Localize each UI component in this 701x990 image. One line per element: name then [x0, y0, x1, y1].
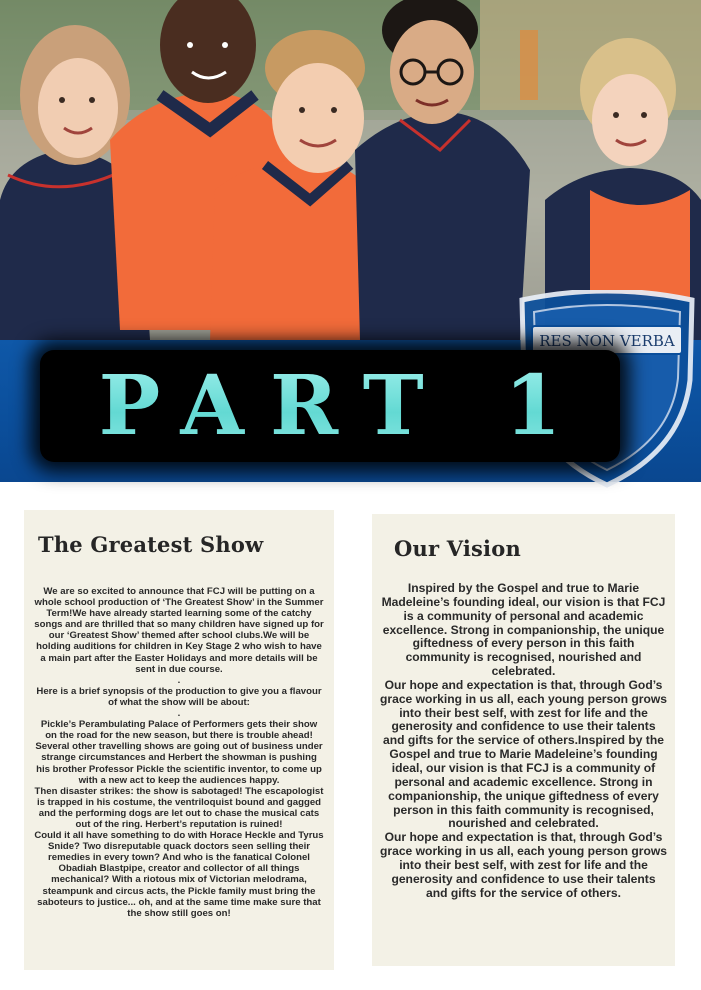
paragraph: Then disaster strikes: the show is sabotaged! The escapologist is trapped in his costume, the ventriloquist bound and gagged and the performing dogs are let out to chase the musical cats out of the ring. Herbert’s reputation is ruined! [34, 785, 324, 830]
paragraph: Could it all have something to do with Horace Heckle and Tyrus Snide? Two disreputable quack doctors seen selling their remedies in every town? And who is the fanatical Colonel Obadiah Blastpipe, creator and collector of all things mechanical? With a riotous mix of Victorian melodrama, steampunk and circus acts, the Pickle family must bring the saboteurs to justice... oh, and at the same time make sure that the show still goes on! [34, 830, 324, 919]
paragraph: Our hope and expectation is that, through God’s grace working in us all, each young person grows into their best self, with zest for life and the generosity and confidence to use their talents and gifts for the service of others. [380, 830, 667, 900]
our-vision-body [380, 582, 667, 900]
paragraph: . [177, 708, 181, 720]
hero-photo [0, 0, 701, 340]
paragraph: Our hope and expectation is that, through God’s grace working in us all, each young person grows into their best self, with zest for life and the generosity and confidence to use their talents and gifts for the service of others.Inspired by the Gospel and true to Marie Madeleine’s founding ideal, our vision is that FCJ is a community of personal and academic excellence. Strong in companionship, the unique giftedness of every person in this faith community is recognised, nourished and celebrated. [380, 677, 667, 831]
crest-motto: RES NON VERBA [539, 332, 675, 350]
paragraph: Inspired by the Gospel and true to Marie Madeleine’s founding ideal, our vision is that FCJ is a community of personal and academic excellence. Strong in companionship, the unique giftedness of every person in this faith community is recognised, nourished and celebrated. [381, 581, 666, 679]
our-vision-heading: Our Vision [394, 536, 521, 561]
children-illustration [0, 0, 701, 340]
paragraph: Here is a brief synopsis of the production to give you a flavour of what the show will be about: [36, 685, 322, 708]
greatest-show-card [24, 510, 334, 970]
greatest-show-body [34, 586, 324, 919]
paragraph: . [177, 674, 181, 686]
part-title: PART 1 [40, 352, 620, 462]
paragraph: Pickle’s Perambulating Palace of Performers gets their show on the road for the new season, but there is trouble ahead! Several other travelling shows are going out of business under strange circumstances and Herbert the showman is pushing his brother Professor Pickle the scientific inventor, to come up with a new act to keep the audiences happy. [35, 719, 323, 786]
paragraph: We are so excited to announce that FCJ will be putting on a whole school production of ‘The Greatest Show’ in the Summer Term!We have already started learning some of the catchy songs and are thrilled that so many children have signed up for our ‘Greatest Show’ themed after school clubs.We will be holding auditions for children in Key Stage 2 who wish to have a main part after the Easter Holidays and more details will be sent in due course. [34, 586, 324, 675]
greatest-show-heading: The Greatest Show [38, 532, 264, 557]
our-vision-card [372, 514, 675, 966]
